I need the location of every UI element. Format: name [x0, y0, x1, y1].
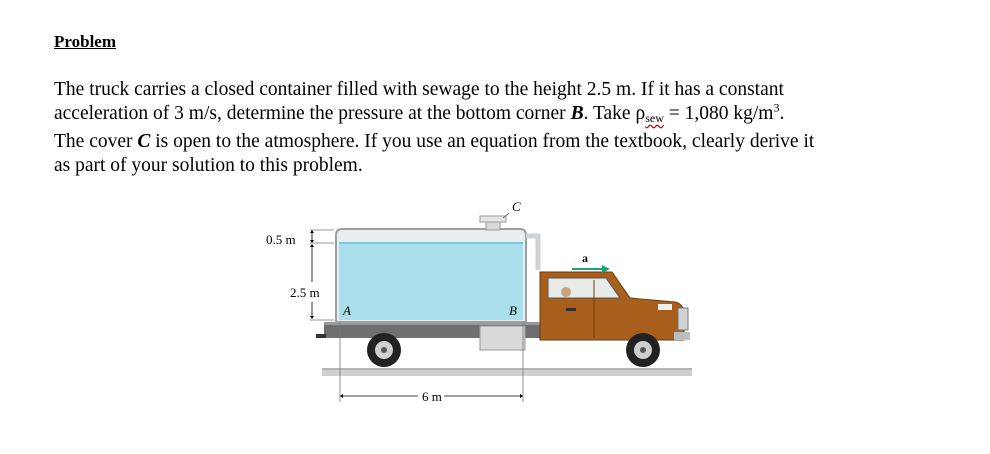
statement-line-1: The truck carries a closed container filled with sewage to the height 2.5 m. If it has a constant: [54, 79, 784, 100]
sewage: [339, 243, 523, 320]
statement-line-2: acceleration of 3 m/s, determine the pressure at the bottom corner: [54, 103, 571, 124]
label-b: B: [509, 303, 517, 318]
line-2-end: .: [779, 103, 785, 124]
take-text: . Take: [583, 103, 636, 124]
front-wheel: [626, 333, 660, 367]
dim-height-label: 2.5 m: [290, 285, 320, 300]
rho-value: = 1,080 kg/m: [663, 103, 774, 124]
statement-line-4: as part of your solution to this problem.: [54, 155, 363, 176]
rho-exponent: 3: [773, 100, 780, 115]
label-c: C: [512, 199, 521, 214]
cover-c-ref: C: [137, 131, 151, 152]
problem-statement: [54, 78, 934, 178]
dim-top-label: 0.5 m: [266, 232, 296, 247]
statement-line-3-prefix: The cover: [54, 131, 138, 152]
label-a: A: [343, 303, 351, 318]
rho-subscript: sew: [645, 111, 664, 125]
problem-heading: Problem: [54, 32, 117, 51]
truck-figure: [250, 196, 700, 411]
rear-wheel: [367, 333, 401, 367]
corner-b-ref: B: [570, 103, 584, 124]
cover-c: [480, 216, 506, 222]
dim-length-label: 6 m: [422, 389, 442, 404]
rho-symbol: ρsew: [635, 103, 664, 125]
label-accel: a: [582, 251, 588, 265]
statement-line-3: is open to the atmosphere. If you use an equation from the textbook, clearly derive it: [150, 131, 815, 152]
